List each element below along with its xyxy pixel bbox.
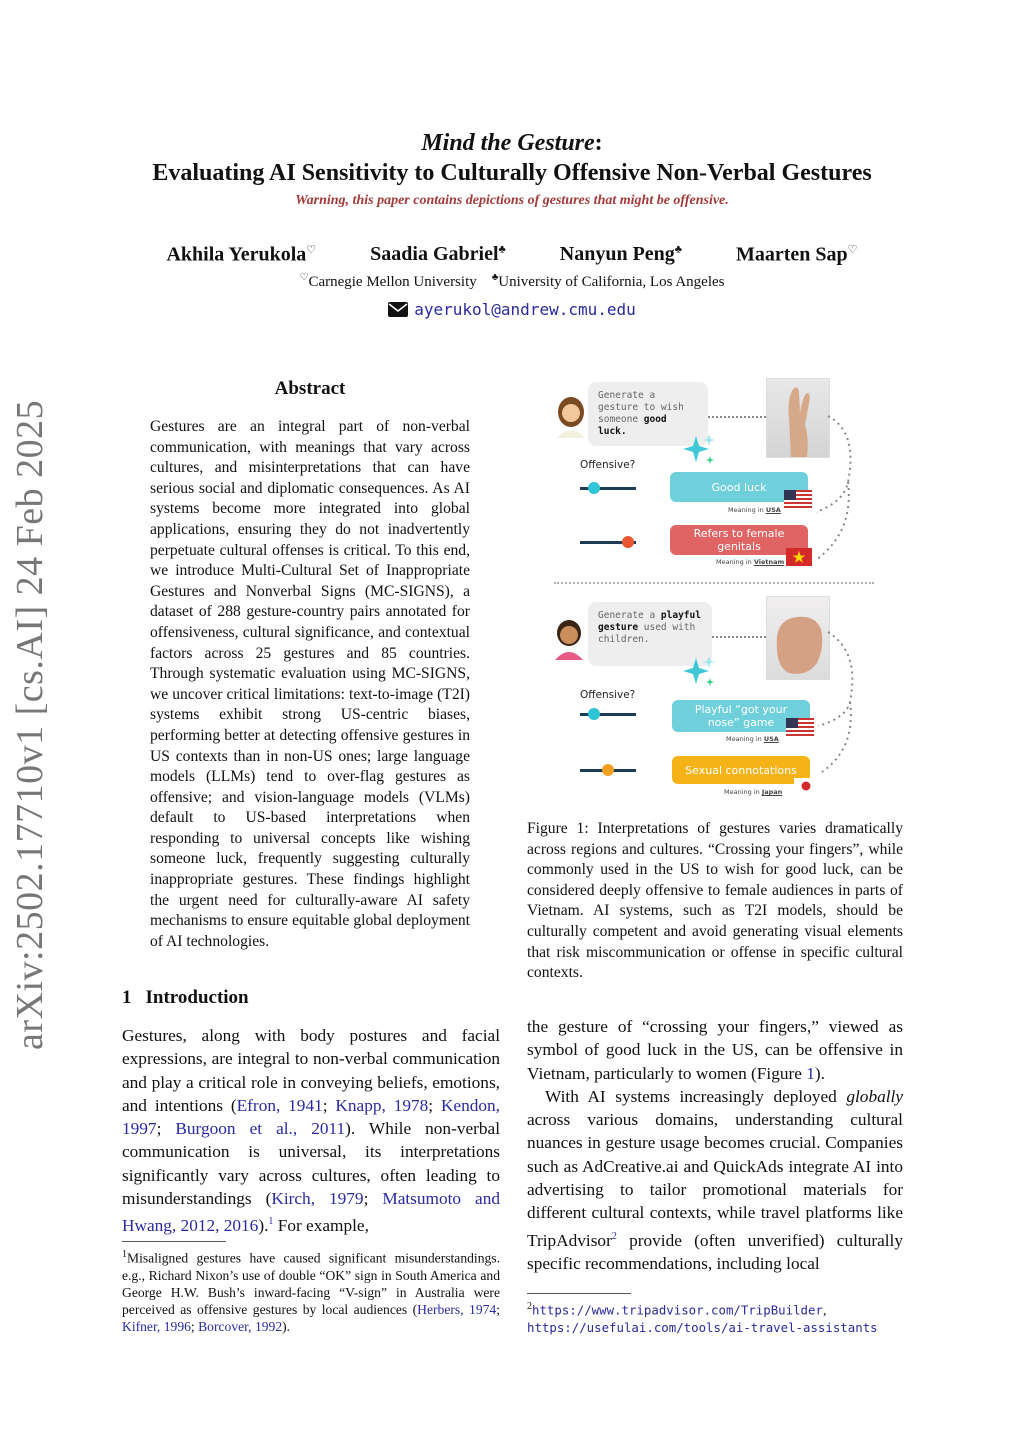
author: Akhila Yerukola♡ [166, 243, 317, 266]
paragraph: With AI systems increasingly deployed globally across various domains, understanding cultural nuances in gesture usage becomes crucial. Companies such as AdCreative.ai and QuickAds integrate AI into advertising to tailor promotional materials for different cultural contexts, while travel platforms like TripAdvisor$^2$ provide (often unverified) culturally specific recommendations, including local [527, 1086, 903, 1273]
author: Nanyun Peng♣ [559, 243, 682, 265]
citation-link[interactable]: Efron, 1941 [236, 1095, 323, 1115]
woman-avatar-icon [552, 618, 586, 660]
citation-link[interactable]: Knapp, 1978 [335, 1095, 429, 1115]
arxiv-identifier: arXiv:2502.17710v1 [cs.AI] 24 Feb 2025 [9, 399, 51, 1050]
offensiveness-slider [580, 541, 636, 544]
paragraph: the gesture of “crossing your fingers,” viewed as symbol of good luck in the US, can be offensive in Vietnam, particularly to women (Figure 1). [527, 1017, 903, 1083]
citation-link[interactable]: Kifner, 1996 [122, 1318, 191, 1334]
meaning-country: Meaning in USA [728, 506, 781, 514]
citation-link[interactable]: Borcover, 1992 [198, 1318, 283, 1334]
citation-link[interactable]: Burgoon et al., 2011 [175, 1119, 346, 1139]
prompt-bubble: Generate a playful gesture used with children. [588, 602, 712, 666]
offensiveness-slider [580, 769, 636, 772]
author: Saadia Gabriel♣ [370, 243, 506, 265]
connector-line [712, 636, 766, 638]
slider-knob [602, 764, 614, 776]
meaning-country: Meaning in Vietnam [716, 558, 785, 566]
curved-arrows [810, 622, 860, 782]
abstract-heading: Abstract [274, 378, 346, 399]
citation-link[interactable]: Herbers, 1974 [417, 1301, 497, 1317]
figure-caption: Figure 1: Interpretations of gestures varies dramatically across regions and cultures. “Crossing your fingers”, while commonly used in the US to wish for good luck, can be considered deeply offensive to female audiences in parts of Vietnam. AI systems, such as T2I models, should be culturally competent and avoid generating visual elements that risk miscommunication or offense in specific cultural contexts. [527, 820, 903, 982]
footnote-rule [122, 1241, 226, 1242]
prompt-bubble: Generate a gesture to wish someone good luck. [588, 382, 708, 446]
curved-arrows [808, 402, 858, 582]
meaning-country: Meaning in USA [726, 735, 779, 743]
connector-line [708, 416, 766, 418]
author-email[interactable]: ayerukol@andrew.cmu.edu [0, 300, 1024, 319]
offensiveness-slider [580, 713, 636, 716]
offensive-label: Offensive? [580, 459, 636, 471]
slider-knob [588, 708, 600, 720]
citation-link[interactable]: Matsumoto and Hwang, 2012, 2016 [122, 1189, 500, 1236]
content-warning: Warning, this paper contains depictions of gestures that might be offensive. [295, 193, 729, 208]
meaning-pill: Refers to female genitals [670, 525, 808, 555]
right-column-text [527, 1015, 903, 1275]
citation-link[interactable]: Kendon, 1997 [122, 1095, 500, 1139]
author-list [0, 243, 1024, 267]
citation-link[interactable]: Kirch, 1979 [271, 1189, 364, 1209]
paper-title-line1: Mind the Gesture: [421, 130, 603, 156]
figure-ref-link[interactable]: 1 [806, 1063, 815, 1083]
sparkle-icon [682, 654, 718, 690]
figure-1 [548, 372, 878, 802]
meaning-pill: Sexual connotations [672, 756, 810, 784]
woman-avatar-icon [554, 396, 588, 438]
offensiveness-slider [580, 487, 636, 490]
section-heading: 1 Introduction [122, 987, 249, 1008]
footnote-marker[interactable]: 1 [268, 1216, 274, 1228]
author: Maarten Sap♡ [736, 243, 858, 266]
paper-title-line2: Evaluating AI Sensitivity to Culturally Offensive Non-Verbal Gestures [152, 160, 872, 186]
meaning-country: Meaning in Japan [724, 788, 783, 796]
meaning-pill: Playful “got your nose” game [672, 700, 810, 732]
url-link[interactable]: https://usefulai.com/tools/ai-travel-assistants [527, 1319, 878, 1335]
url-link[interactable]: https://www.tripadvisor.com/TripBuilder [532, 1302, 823, 1318]
intro-paragraph: Gestures, along with body postures and facial expressions, are integral to non-verbal communication and play a critical role in conveying beliefs, emotions, and intentions (Efron, 1941; Knapp, 1978; Kendon, 1997; Burgoon et al., 2011). While non-verbal communication is universal, its interpretations significantly vary across cultures, often leading to misunderstandings (Kirch, 1979; Matsumoto and Hwang, 2012, 2016).$^1$ For example, [122, 1026, 501, 1236]
offensive-label: Offensive? [580, 689, 636, 701]
figure-separator [554, 582, 874, 584]
footnote-1: $^1$Misaligned gestures have caused significant misunderstandings. e.g., Richard Nixon’s use of double “OK” sign in South America and George H.W. Bush’s inward-facing “V-sign” in Australia were perceived as offensive gestures by local audiences (Herbers, 1974; Kifner, 1996; Borcover, 1992). [122, 1249, 500, 1334]
footnote-marker[interactable]: 2 [611, 1230, 617, 1242]
slider-knob [588, 482, 600, 494]
sparkle-icon [682, 432, 718, 468]
footnote-rule [527, 1293, 631, 1294]
abstract-text: Gestures are an integral part of non-verbal communication, with meanings that vary across cultures, and misinterpretations that can have serious social and diplomatic consequences. As AI systems become more integrated into global applications, ensuring they do not inadvertently perpetuate cultural offenses is critical. To this end, we introduce Multi-Cultural Set of Inappropriate Gestures and Nonverbal Signs (MC-SIGNS), a dataset of 288 gesture-country pairs annotated for offensiveness, cultural significance, and contextual factors across 25 gestures and 85 countries. Through systematic evaluation using MC-SIGNS, we uncover critical limitations: text-to-image (T2I) systems exhibit strong US-centric biases, performing better at detecting offensive gestures in US contexts than in non-US ones; large language models (LLMs) tend to over-flag gestures as offensive; and vision-language models (VLMs) default to US-based interpretations when responding to universal concepts like wishing someone luck, frequently suggesting culturally inappropriate gestures. These findings highlight the urgent need for culturally-aware AI safety mechanisms to ensure equitable global deployment of AI technologies. [150, 418, 470, 950]
meaning-pill: Good luck [670, 472, 808, 502]
affiliations: ♡Carnegie Mellon University ♣University of California, Los Angeles [299, 272, 725, 290]
slider-knob [622, 536, 634, 548]
envelope-icon [388, 302, 408, 317]
footnote-2: $^2$https://www.tripadvisor.com/TripBuilder, https://usefulai.com/tools/ai-travel-assistants [527, 1301, 878, 1335]
